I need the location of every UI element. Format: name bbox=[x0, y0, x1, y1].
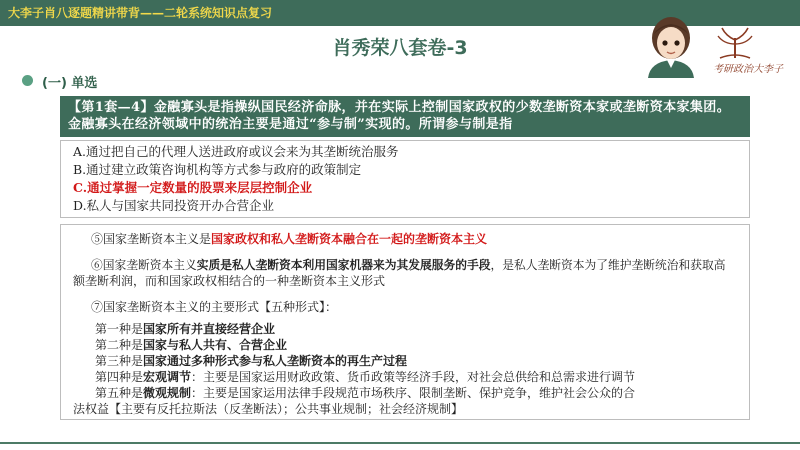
page-title: 肖秀荣八套卷-3 bbox=[332, 37, 468, 59]
section-bullet-icon bbox=[22, 75, 33, 86]
question-box bbox=[60, 96, 750, 137]
question-text: 【第1套—4】金融寡头是指操纵国民经济命脉，并在实际上控制国家政权的少数垄断资本家或垄断资本家集团。金融寡头在经济领域中的统治主要是通过“参与制”实现的。所谓参与制是指 bbox=[68, 100, 731, 132]
explanation-point-5: ⑤国家垄断资本主义是国家政权和私人垄断资本融合在一起的垄断资本主义 bbox=[91, 232, 488, 246]
form-4: 第四种是宏观调节：主要是国家运用财政政策、货币政策等经济手段，对社会总供给和总需求进行调节 bbox=[95, 370, 636, 384]
explanation-point-6-cont: 额垄断利润，而和国家政权相结合的一种垄断资本主义形式 bbox=[73, 274, 386, 288]
highlight-text: 国家政权和私人垄断资本融合在一起的垄断资本主义 bbox=[211, 232, 488, 246]
form-3: 第三种是国家通过多种形式参与私人垄断资本的再生产过程 bbox=[95, 354, 408, 368]
explanation-point-7-title: ⑦国家垄断资本主义的主要形式【五种形式】： bbox=[91, 300, 338, 314]
option-c-correct[interactable]: C.通过掌握一定数量的股票来层层控制企业 bbox=[73, 180, 313, 195]
option-a[interactable]: A.通过把自己的代理人送进政府或议会来为其垄断统治服务 bbox=[73, 144, 399, 159]
explanation-point-6: ⑥国家垄断资本主义实质是私人垄断资本利用国家机器来为其发展服务的手段，是私人垄断资本为了维护垄断统治和获取高 bbox=[91, 258, 726, 272]
bottom-divider bbox=[0, 442, 800, 444]
brand-logo-text: 考研政治大李子 bbox=[713, 64, 783, 75]
series-title: 大李子肖八逐题精讲带背——二轮系统知识点复习 bbox=[8, 6, 273, 20]
tree-logo-icon bbox=[712, 26, 758, 60]
options-box bbox=[60, 140, 750, 218]
form-5-cont: 法权益【主要有反托拉斯法（反垄断法）；公共事业规制；社会经济规制】 bbox=[73, 402, 464, 416]
option-b[interactable]: B.通过建立政策咨询机构等方式参与政府的政策制定 bbox=[73, 162, 362, 177]
form-5: 第五种是微观规制：主要是国家运用法律手段规范市场秩序、限制垄断、保护竞争，维护社会公众的合 bbox=[95, 386, 636, 400]
option-d[interactable]: D.私人与国家共同投资开办合营企业 bbox=[73, 198, 275, 213]
form-2: 第二种是国家与私人共有、合营企业 bbox=[95, 338, 288, 352]
form-1: 第一种是国家所有并直接经营企业 bbox=[95, 322, 276, 336]
section-label: (一) 单选 bbox=[42, 76, 98, 91]
explanation-box bbox=[60, 224, 750, 420]
avatar bbox=[640, 12, 702, 78]
